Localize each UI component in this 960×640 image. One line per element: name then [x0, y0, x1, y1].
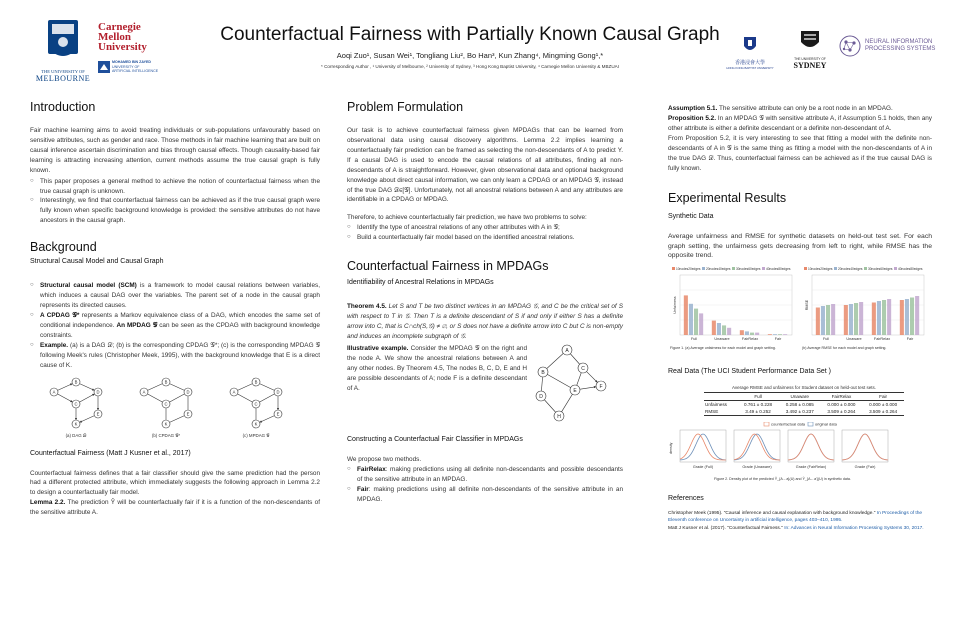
legend-swatch — [894, 267, 897, 270]
theorem-text: Let S and T be two distinct vertices in an MPDAG 𝒢, and C be the critical set of S with respect to T in 𝒢. Then T is a definite descendant of S if and only if either S has a definite arrow into C, that is C∩ch(S,𝒢) ≠ ∅, or S does not have a definite arrow into C but C is non-empty and induces an incomplete subgraph of 𝒢. — [347, 303, 623, 340]
chart-bar — [783, 334, 787, 335]
table-header-cell: Fair — [879, 394, 888, 399]
cf-paragraph: Counterfactual fairness defines that a fair classifier should give the same prediction had the person had a different protected attribute, which immediately suggests the following approach in Lemma 2.2 to design a counterfactually fair model. — [30, 469, 320, 497]
graph-node-label: K — [164, 421, 168, 427]
table-cell: 0.000 ± 0.000 — [869, 402, 898, 407]
mpdag-edge — [544, 400, 555, 412]
chart-tick-label: Full — [690, 337, 698, 341]
proposition-text: In an MPDAG 𝒢 with sensitive attribute A, if Assumption 5.1 holds, then any other attribute is either a definite descendant or a definite non-descendant of A. — [668, 114, 932, 132]
density-ylabel: density — [669, 442, 673, 454]
chart-bar — [684, 295, 688, 335]
cfm-heading: Counterfactual Fairness in MPDAGs — [347, 259, 549, 274]
background-bullets — [30, 281, 320, 370]
real-data-subheading: Real Data (The UCI Student Performance Data Set ) — [668, 368, 832, 375]
chart-bar — [887, 299, 891, 335]
graph-node-label: C — [254, 401, 258, 407]
mpdag-edge — [587, 372, 598, 383]
proposition-discussion: From Proposition 5.2, it is very interesting to see that fitting a model with the definite non-descendants of A in 𝒢 is the same thing as fitting a model with the non-descendants of A in the true DAG 𝒟. Thus, counterfactual fairness can be achieved as if the true causal DAG is fully known. — [668, 134, 932, 172]
graph-node-label: D — [186, 389, 190, 395]
fairrelax-bullet — [347, 465, 623, 485]
mbzuai-line1: MOHAMED BIN ZAYED — [112, 60, 152, 64]
example-text: (a) is a DAG 𝒟; (b) is the corresponding CPDAG 𝒢*; (c) is the corresponding MPDAG 𝒢 following Meek's rules (Christopher Meek, 1995), with the background knowledge that E is a direct cause of K. — [40, 341, 320, 369]
background-graph-figure — [30, 375, 320, 439]
chart-bar — [778, 334, 782, 335]
graph-node-label: C — [164, 401, 168, 407]
column-right — [668, 104, 932, 532]
lemma-paragraph — [30, 498, 320, 518]
graph-node-label: B — [254, 379, 258, 385]
chart-bar — [740, 330, 744, 335]
chart-bar — [854, 303, 858, 335]
density-panel — [680, 430, 726, 462]
reference-venue: In Proceedings of the Eleventh conference on Uncertainty in artificial intelligence, pages 403–410, 1995. — [668, 511, 923, 524]
graph-caption: (a) DAG 𝒟 — [65, 432, 87, 438]
neurips-line2: PROCESSING SYSTEMS — [865, 46, 936, 52]
synthetic-charts — [668, 265, 932, 351]
fig2-caption: Figure 2. Density plot of the predicted Ŷ_{A←a}(U) and Ŷ_{A←a'}(U) in synthetic data. — [714, 477, 851, 481]
graph-node-label: A — [232, 389, 236, 395]
table-cell: 3.492 ± 0.237 — [785, 409, 814, 414]
chart-bar — [773, 334, 777, 335]
neurips-line1: NEURAL INFORMATION — [865, 39, 933, 45]
cfm-subheading-1: Identifiability of Ancestral Relations in MPDAGs — [347, 279, 494, 287]
chart-bar — [750, 333, 754, 335]
density-panel-label: Grade (Full) — [692, 465, 714, 469]
melbourne-crest-icon — [30, 18, 96, 64]
illustrative-paragraph — [347, 344, 527, 424]
sydney-line2: SYDNEY — [793, 61, 827, 70]
mbzuai-line3: ARTIFICIAL INTELLIGENCE — [112, 69, 159, 74]
table-header-cell: Full — [754, 394, 762, 399]
chart-bar — [872, 303, 876, 336]
table-cell: RMSE — [705, 409, 719, 414]
legend-swatch-counterfactual — [764, 422, 769, 426]
graph-node-label: D — [276, 389, 280, 395]
chart-bar — [712, 321, 716, 335]
mpdag-edge — [577, 373, 581, 385]
chart-bar — [877, 301, 881, 335]
theorem-paragraph — [347, 302, 623, 342]
fairrelax-label: FairRelax — [357, 465, 386, 473]
cpdag-bullet — [30, 311, 320, 341]
poster-title: Counterfactual Fairness with Partially Known Causal Graph — [220, 24, 720, 45]
density-panel-label: Grade (Fair) — [854, 465, 876, 469]
graph-edge — [238, 394, 253, 402]
melbourne-logo-line1: THE UNIVERSITY OF — [41, 69, 85, 74]
problem-paragraph-2: Therefore, to achieve counterfactually fair prediction, we have two problems to solve: — [347, 214, 587, 222]
assumption-label: Assumption 5.1. — [668, 105, 718, 112]
graph-node-label: K — [74, 421, 78, 427]
density-panel — [842, 430, 888, 462]
legend-label: 40nodes80edges — [898, 266, 923, 271]
example-term: Example. — [40, 341, 69, 349]
cmu-logo-line3: University — [98, 41, 147, 53]
graph-edge — [260, 394, 275, 402]
fig1-caption-b: (b) Average RMSE for each model and graph setting. — [802, 346, 887, 350]
graph-edge — [80, 394, 95, 402]
fig1-caption-a: Figure 1. (a) Average unfairness for each model and graph setting. — [670, 346, 776, 350]
chart-bar — [727, 328, 731, 335]
references-heading: References — [668, 495, 704, 502]
density-panel-label: Grade (Unaware) — [742, 465, 772, 469]
density-figure — [668, 422, 932, 482]
graph-node-label: A — [142, 389, 146, 395]
table-cell: 0.000 ± 0.000 — [827, 402, 856, 407]
cpdag-term: A CPDAG 𝒢* — [40, 311, 80, 319]
affiliations: * Corresponding Author , ¹ University of Melbourne, ² University of Sydney, ³ Hong Kong Baptist University, ⁴ Carnegie Mellon University & MBZUAI — [321, 64, 619, 69]
mpdag-node-label: B — [541, 369, 545, 376]
mpdag-example-graph — [527, 344, 617, 424]
chart-bar — [745, 331, 749, 335]
graph-edge — [170, 415, 184, 422]
chart-bar — [821, 306, 825, 335]
chart-bar — [694, 309, 698, 335]
cmu-logo — [98, 22, 147, 52]
mpdag-node-label: D — [539, 393, 543, 400]
legend-swatch — [864, 267, 867, 270]
chart-ylabel: RMSE — [805, 299, 809, 311]
reference-item — [668, 525, 932, 532]
melbourne-logo-line2: MELBOURNE — [35, 74, 91, 83]
graph-node-label: E — [96, 411, 100, 417]
chart-bar — [882, 300, 886, 335]
illustrative-text: Consider the MPDAG 𝒢 on the right and the node A. We show the ancestral relations between A and any other nodes. By Theorem 4.5, The nodes B, C, D, E and H are possible descendants of A; node F is a definite descendant of A. — [347, 344, 527, 392]
density-legend-original: original data — [815, 422, 837, 427]
graph-node-label: D — [96, 389, 100, 395]
chart-tick-label: Unaware — [714, 337, 730, 341]
chart-tick-label: Unaware — [846, 337, 862, 341]
table-header-cell: FairRelax — [831, 394, 852, 399]
scm-bullet — [30, 281, 320, 311]
legend-label: 40nodes80edges — [766, 266, 791, 271]
mpdag-node-label: F — [599, 383, 603, 390]
legend-swatch — [834, 267, 837, 270]
hkbu-shield-icon — [743, 36, 757, 54]
mpdag-node-label: A — [565, 347, 569, 354]
cmu-logo-line1: Carnegie — [98, 21, 141, 33]
chart-bar — [699, 313, 703, 335]
mpdag-edge — [548, 374, 571, 387]
chart-bar — [831, 304, 835, 335]
theorem-label: Theorem 4.5. — [347, 303, 387, 311]
graph-node-label: B — [74, 379, 78, 385]
mbzuai-logo — [98, 60, 158, 74]
cfm-subheading-2: Constructing a Counterfactual Fair Classifier in MPDAGs — [347, 435, 523, 443]
legend-label: 30nodes60edges — [868, 266, 893, 271]
mpdag-node-label: C — [581, 365, 585, 372]
graph-edge — [58, 394, 73, 402]
table-caption: Average RMSE and unfairness for Student dataset on held-out test sets. — [731, 385, 876, 390]
references-list — [668, 510, 932, 532]
illustrative-label: Illustrative example. — [347, 344, 409, 352]
chart-ylabel: Unfairness — [673, 296, 677, 314]
chart-bar — [689, 304, 693, 335]
neurips-emblem-icon — [838, 34, 862, 58]
density-legend-counterfactual: counterfactual data — [771, 422, 806, 427]
table-header-cell — [704, 393, 737, 401]
chart-tick-label: FairRelax — [741, 337, 759, 341]
problem-paragraph-1: Our task is to achieve counterfactual fairness given MPDAGs that can be learned from observational data using causal discovery algorithms. Lemma 2.2 implies learning a counterfactually fair prediction can be framed as selecting the non-descendants of A to predict Y. If a causal DAG is used to encode the causal relations of all attributes, finding all non-descendants of A is straightforward. However, given observational data and optional background knowledge about direct causal information, we can only learn a CPDAG or an MPDAG 𝒢, instead of the true DAG 𝒟∈[𝒢]. Unfortunately, not all ancestral relations between A and any attributes are identifiable in a CPDAG or MPDAG. — [347, 127, 623, 204]
mpdag-node-label: H — [557, 413, 561, 420]
graph-node-label: B — [164, 379, 168, 385]
problem-bullet: ○ Build a counterfactually fair model based on the identified ancestral relations. — [347, 233, 623, 243]
legend-label: 20nodes40edges — [706, 266, 731, 271]
assumption-paragraph — [668, 104, 932, 114]
legend-swatch — [804, 267, 807, 270]
reference-citation: Christopher Meek (1995). "Causal inference and causal explanation with background knowledge." — [668, 511, 876, 516]
legend-swatch — [672, 267, 675, 270]
table-cell: 0.761 ± 0.228 — [744, 402, 773, 407]
graph-node-label: C — [74, 401, 78, 407]
graph-caption: (c) MPDAG 𝒢 — [242, 432, 270, 438]
intro-bullet: ○ This paper proposes a general method to achieve the notion of counterfactual fairness when the true causal graph is unknown. — [30, 177, 320, 197]
legend-label: 30nodes60edges — [736, 266, 761, 271]
cf-subheading: Counterfactual Fairness (Matt J Kusner et al., 2017) — [30, 449, 191, 457]
column-left — [30, 100, 320, 518]
graph-edge — [260, 415, 274, 422]
chart-bar — [722, 325, 726, 335]
results-table — [704, 392, 904, 416]
scm-definition: is a framework to model causal relations between variables, which induces a causal DAG over the variables. The parent set of a node in the causal graph represents its directed causes. — [40, 282, 320, 310]
chart-bar — [755, 333, 759, 335]
graph-node-label: E — [276, 411, 280, 417]
mpdag-edge — [570, 354, 579, 364]
melbourne-logo — [30, 18, 96, 83]
chart-bar — [859, 302, 863, 335]
legend-label: 10nodes20edges — [808, 266, 833, 271]
graph-edge — [148, 394, 163, 402]
author-list: Aoqi Zuo¹, Susan Wei¹, Tongliang Liu², Bo Han³, Kun Zhang⁴, Mingming Gong¹,* — [336, 51, 604, 60]
mpdag-edge — [547, 353, 563, 368]
chart-bar — [910, 298, 914, 336]
graph-edge — [238, 383, 252, 390]
legend-swatch — [762, 267, 765, 270]
problem-bullet: ○ Identify the type of ancestral relations of any other attributes with A in 𝒢; — [347, 223, 623, 233]
legend-swatch — [732, 267, 735, 270]
mpdag-definition: can be seen as the CPDAG with background knowledge constraints. — [40, 321, 320, 339]
table-header-row — [704, 393, 904, 401]
synthetic-paragraph: Average unfairness and RMSE for synthetic datasets on held-out test set. For each graph setting, the unfairness gets decreasing from left to right, while RMSE has the opposite trend. — [668, 233, 932, 260]
chart-bar — [915, 296, 919, 335]
chart-bar — [826, 305, 830, 335]
column-middle — [347, 100, 623, 504]
background-heading: Background — [30, 240, 97, 255]
lemma-label: Lemma 2.2. — [30, 499, 66, 507]
lemma-text: The prediction Ŷ will be counterfactually fair if it is a function of the non-descendants of the sensitive attribute A. — [30, 499, 320, 517]
mpdag-edge — [562, 394, 573, 411]
chart-bar — [900, 300, 904, 335]
chart-bar — [768, 334, 772, 335]
hkbu-line2: HONG KONG BAPTIST UNIVERSITY — [726, 66, 774, 70]
fair-text: : making predictions using all definite non-descendants of the sensitive attribute in an MPDAG. — [357, 485, 623, 503]
fairrelax-text: : making predictions using all definite non-descendants and possible descendants of the sensitive attribute in an MPDAG. — [357, 465, 623, 483]
intro-heading: Introduction — [30, 100, 96, 114]
graph-edge — [80, 415, 94, 422]
chart-bar — [905, 299, 909, 335]
neurips-logo — [838, 34, 935, 58]
graph-edge — [80, 383, 94, 390]
graph-node-label: K — [254, 421, 258, 427]
results-heading: Experimental Results — [668, 191, 787, 206]
table-row — [704, 408, 904, 416]
sydney-line1: THE UNIVERSITY OF — [794, 57, 826, 61]
hkbu-line1: 香港浸會大學 — [734, 60, 765, 66]
chart-bar — [849, 304, 853, 335]
poster-header — [0, 0, 960, 88]
cpdag-definition: represents a Markov equivalence class of a DAG, which encodes the same set of conditional independence. — [40, 311, 320, 329]
legend-label: 20nodes40edges — [838, 266, 863, 271]
proposition-paragraph — [668, 114, 932, 134]
background-subheading: Structural Causal Model and Causal Graph — [30, 258, 164, 266]
legend-label: 10nodes20edges — [676, 266, 701, 271]
graph-edge — [148, 383, 162, 390]
table-row — [704, 401, 904, 409]
chart-bar — [717, 323, 721, 335]
graph-caption: (b) CPDAG 𝒢* — [151, 432, 181, 438]
table-cell: Unfairness — [705, 402, 727, 407]
chart-bar — [816, 308, 820, 336]
mpdag-edge — [580, 387, 596, 389]
graph-edge — [170, 383, 184, 390]
scm-term: Structural causal model (SCM) — [40, 282, 137, 290]
mpdag-node-label: E — [573, 387, 577, 394]
example-bullet — [30, 341, 320, 371]
intro-bullets — [30, 177, 320, 227]
reference-citation: Matt J Kusner et al. (2017). "Counterfactual Fairness." — [668, 525, 783, 531]
methods-bullets — [347, 465, 623, 505]
fair-bullet — [347, 485, 623, 505]
graph-edge — [58, 383, 72, 390]
table-cell: 3.49 ± 0.252 — [745, 409, 771, 414]
chart-tick-label: Fair — [906, 337, 914, 341]
assumption-text: The sensitive attribute can only be a root node in an MPDAG. — [717, 105, 893, 112]
methods-intro: We propose two methods. — [347, 455, 422, 463]
legend-swatch — [702, 267, 705, 270]
illustrative-example-block — [347, 344, 623, 424]
chart-bar — [844, 305, 848, 335]
sydney-crest-icon — [800, 30, 820, 52]
density-panel — [734, 430, 780, 462]
chart-tick-label: Fair — [774, 337, 782, 341]
mpdag-term: An MPDAG 𝒢 — [116, 321, 158, 329]
reference-item — [668, 510, 932, 525]
cmu-logo-line2: Mellon — [98, 31, 131, 43]
chart-tick-label: Full — [822, 337, 830, 341]
table-cell: 3.509 ± 0.264 — [869, 409, 898, 414]
problem-bullets — [347, 223, 623, 243]
density-panel-label: Grade (FairRelax) — [795, 465, 827, 469]
graph-edge — [260, 383, 274, 390]
reference-venue: In: Advances in Neural Information Processing Systems 30, 2017. — [782, 525, 924, 531]
mbzuai-line2: UNIVERSITY OF — [112, 64, 140, 69]
sydney-logo — [788, 30, 832, 70]
synthetic-subheading: Synthetic Data — [668, 213, 714, 221]
mpdag-edge — [541, 377, 542, 391]
intro-paragraph: Fair machine learning aims to avoid treating individuals or sub-populations unfavourably based on sensitive attributes, such as gender and race. Those methods in fair machine learning that are built on causal inference ascertain discrimination and bias through causal effects. Though causality-based fair learning is attracting increasing attention, current methods assume the true causal graph is fully known. — [30, 127, 320, 174]
proposition-label: Proposition 5.2. — [668, 114, 716, 122]
table-cell: 3.509 ± 0.264 — [827, 409, 856, 414]
chart-tick-label: FairRelax — [873, 337, 891, 341]
hkbu-logo — [722, 36, 778, 70]
problem-heading: Problem Formulation — [347, 100, 464, 114]
fair-label: Fair — [357, 485, 369, 493]
graph-node-label: A — [52, 389, 56, 395]
legend-swatch-original — [808, 422, 813, 426]
mbzuai-emblem-icon — [98, 61, 110, 73]
table-header-cell: Unaware — [790, 394, 809, 399]
density-panel — [788, 430, 834, 462]
results-table-block — [704, 385, 904, 416]
intro-bullet: ○ Interestingly, we find that counterfactual fairness can be achieved as if the true causal graph were fully known when specific background knowledge is provided: the sensitive attributes do not have ancestors in the causal graph. — [30, 196, 320, 226]
table-cell: 0.258 ± 0.085 — [785, 402, 814, 407]
graph-edge — [170, 394, 185, 402]
graph-node-label: E — [186, 411, 190, 417]
